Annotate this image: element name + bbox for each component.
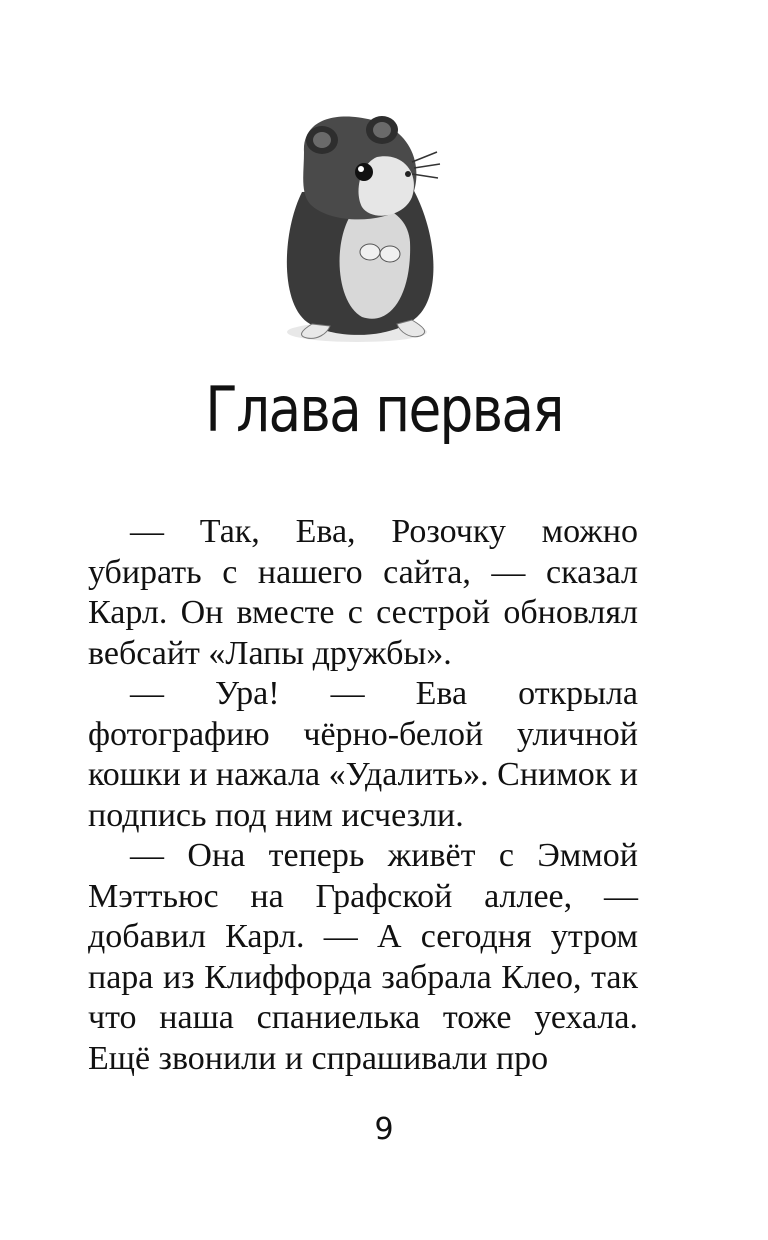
paragraph-3: — Она теперь живёт с Эммой Мэттьюс на Графской аллее, — добавил Карл. — А сегодня утром пара из Клиффорда забрала Клео, так что наша спаниелька тоже уехала. Ещё звонили и спрашивали про	[88, 837, 638, 1077]
hamster-illustration-icon	[262, 112, 472, 352]
paragraph-2: — Ура! — Ева открыла фотографию чёрно-белой уличной кошки и нажала «Удалить». Снимок и подпись под ним исчезли.	[88, 675, 638, 834]
paragraph-1: — Так, Ева, Розочку можно убирать с нашего сайта, — сказал Карл. Он вместе с сестрой обновлял вебсайт «Лапы дружбы».	[88, 513, 638, 672]
body-text	[88, 512, 638, 1079]
page-number: 9	[374, 1112, 394, 1147]
chapter-title: Глава первая	[205, 373, 563, 446]
